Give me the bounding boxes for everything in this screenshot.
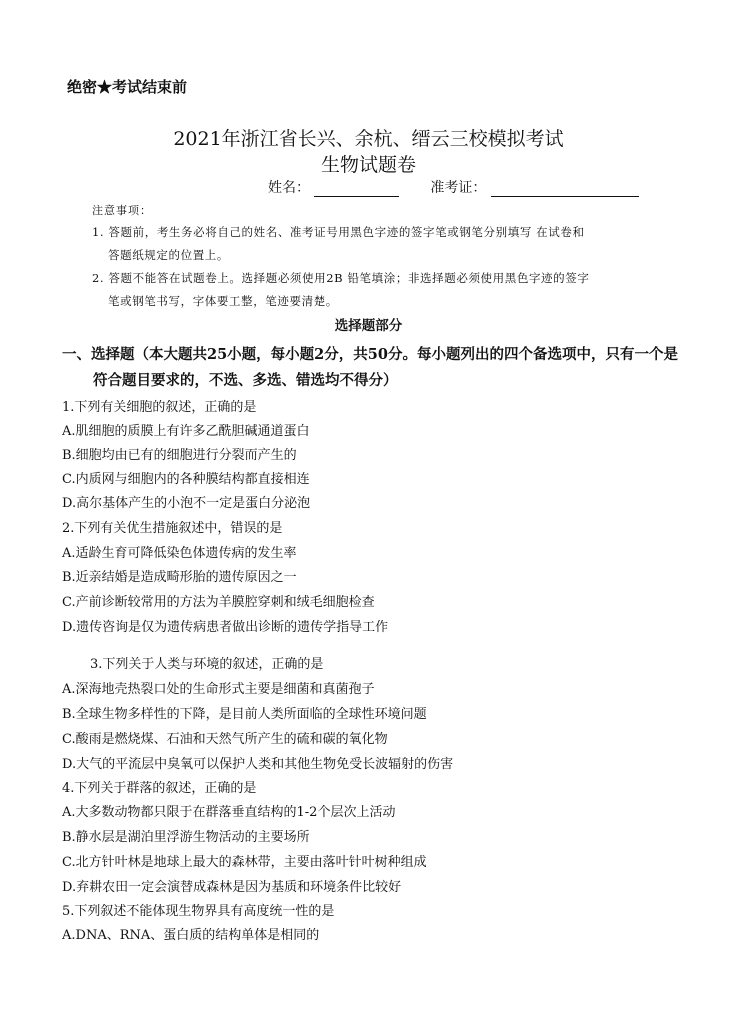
question-option: A.肌细胞的质膜上有许多乙酰胆碱通道蛋白 <box>62 424 310 439</box>
question-option: C.产前诊断较常用的方法为羊膜腔穿刺和绒毛细胞检查 <box>62 595 375 610</box>
question-option: B.静水层是湖泊里浮游生物活动的主要场所 <box>62 830 310 845</box>
exam-title: 2021年浙江省长兴、余杭、缙云三校模拟考试 <box>173 128 564 150</box>
name-field <box>314 182 399 197</box>
question-option: C.酸雨是燃烧煤、石油和天然气所产生的硫和碳的氧化物 <box>62 732 388 747</box>
name-label: 姓名： <box>268 180 310 196</box>
part-heading-line-2: 符合题目要求的，不选、多选、错选均不得分） <box>93 372 398 389</box>
question-option: B.细胞均由已有的细胞进行分裂而产生的 <box>62 448 297 463</box>
question-option: A.适龄生育可降低染色体遗传病的发生率 <box>62 546 297 561</box>
question-option: D.弃耕农田一定会演替成森林是因为基质和环境条件比较好 <box>62 880 402 895</box>
notice-item-2-line-1: 2. 答题不能答在试题卷上。选择题必须使用2B 铅笔填涂；非选择题必须使用黑色字迹的签字 <box>92 271 590 285</box>
exam-subtitle: 生物试题卷 <box>320 154 416 176</box>
question-option: A.大多数动物都只限于在群落垂直结构的1-2个层次上活动 <box>62 805 396 820</box>
question-option: A.深海地壳热裂口处的生命形式主要是细菌和真菌孢子 <box>62 682 375 697</box>
question-stem: 4.下列关于群落的叙述，正确的是 <box>62 781 257 796</box>
confidential-label: 绝密★考试结束前 <box>67 78 188 96</box>
question-option: D.高尔基体产生的小泡不一定是蛋白分泌泡 <box>62 496 311 511</box>
notice-item-1-line-2: 答题纸规定的位置上。 <box>108 248 229 262</box>
part-heading: 一、选择题（本大题共25小题，每小题2分，共50分。每小题列出的四个备选项中，只有一个是 <box>62 346 678 363</box>
ticket-field <box>491 182 639 197</box>
question-stem: 2.下列有关优生措施叙述中，错误的是 <box>62 521 283 536</box>
question-option: D.遗传咨询是仅为遗传病患者做出诊断的遗传学指导工作 <box>62 620 389 635</box>
section-title: 选择题部分 <box>334 318 403 334</box>
question-stem: 1.下列有关细胞的叙述，正确的是 <box>62 400 257 415</box>
question-stem: 5.下列叙述不能体现生物界具有高度统一性的是 <box>62 904 335 919</box>
question-option: D.大气的平流层中臭氧可以保护人类和其他生物免受长波辐射的伤害 <box>62 757 454 772</box>
ticket-label: 准考证： <box>430 180 487 196</box>
question-option: C.北方针叶林是地球上最大的森林带，主要由落叶针叶树种组成 <box>62 855 427 870</box>
notice-item-2-line-2: 笔或钢笔书写，字体要工整，笔迹要清楚。 <box>108 294 338 308</box>
question-option: B.全球生物多样性的下降，是目前人类所面临的全球性环境问题 <box>62 707 427 722</box>
question-stem: 3.下列关于人类与环境的叙述，正确的是 <box>90 657 324 672</box>
question-option: C.内质网与细胞内的各种膜结构都直接相连 <box>62 472 310 487</box>
candidate-info <box>268 177 639 197</box>
question-option: A.DNA、RNA、蛋白质的结构单体是相同的 <box>62 928 320 943</box>
notice-item-1-line-1: 1. 答题前，考生务必将自己的姓名、准考证号用黑色字迹的签字笔或钢笔分别填写 在试卷和 <box>92 225 585 239</box>
notice-heading: 注意事项： <box>92 204 152 217</box>
question-option: B.近亲结婚是造成畸形胎的遗传原因之一 <box>62 570 297 585</box>
